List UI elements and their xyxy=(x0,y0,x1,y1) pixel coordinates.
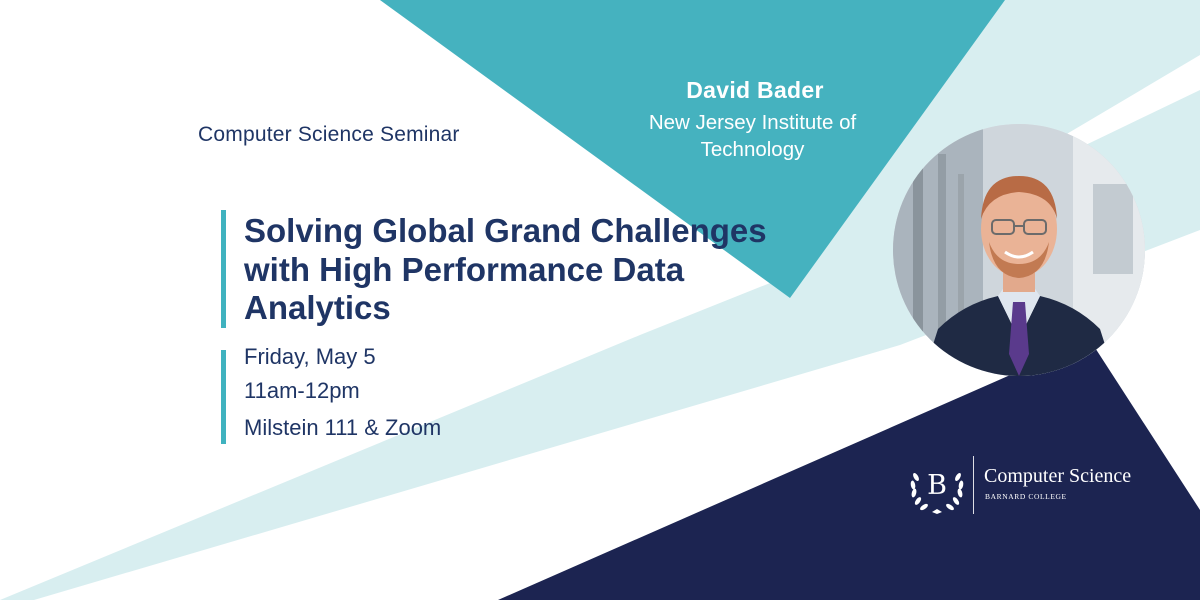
seminar-series-label: Computer Science Seminar xyxy=(198,123,460,146)
talk-title-line2: with High Performance Data xyxy=(244,250,685,288)
speaker-photo xyxy=(893,124,1145,376)
speaker-affiliation xyxy=(620,109,885,163)
event-time: 11am-12pm xyxy=(244,378,360,403)
talk-title xyxy=(244,212,814,328)
details-accent-bar xyxy=(221,350,226,444)
speaker-affiliation-line2: Technology xyxy=(700,138,805,161)
event-location: Milstein 111 & Zoom xyxy=(244,415,442,440)
department-name: Computer Science xyxy=(984,465,1132,487)
logo-letter: B xyxy=(927,470,947,501)
college-name: BARNARD COLLEGE xyxy=(985,492,1067,501)
barnard-logo xyxy=(906,455,968,517)
logo-divider xyxy=(973,456,974,514)
event-date: Friday, May 5 xyxy=(244,344,376,369)
speaker-affiliation-line1: New Jersey Institute of xyxy=(648,111,857,134)
talk-title-line3: Analytics xyxy=(244,289,391,326)
speaker-portrait-illustration xyxy=(893,124,1145,376)
speaker-name: David Bader xyxy=(686,77,824,103)
title-accent-bar xyxy=(221,210,226,328)
talk-title-line1: Solving Global Grand Challenges xyxy=(244,212,767,249)
